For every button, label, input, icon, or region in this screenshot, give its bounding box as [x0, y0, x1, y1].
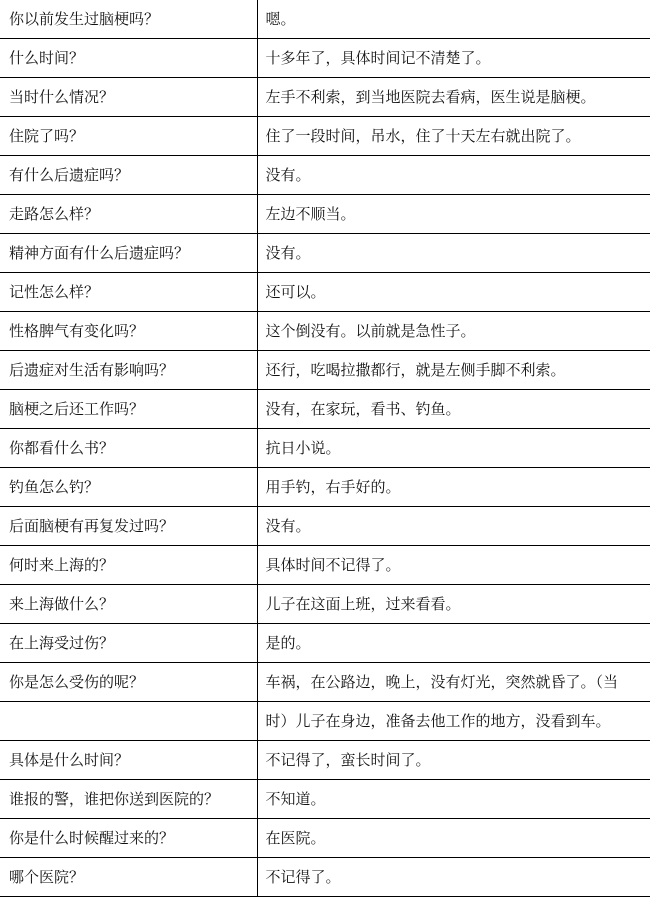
answer-cell: 嗯。	[257, 0, 650, 39]
table-row	[0, 39, 650, 78]
question-cell: 你以前发生过脑梗吗？	[0, 0, 257, 39]
table-row	[0, 585, 650, 624]
question-cell: 记性怎么样？	[0, 273, 257, 312]
table-row	[0, 507, 650, 546]
table-row	[0, 156, 650, 195]
question-cell: 性格脾气有变化吗？	[0, 312, 257, 351]
answer-cell: 左边不顺当。	[257, 195, 650, 234]
answer-cell: 没有。	[257, 507, 650, 546]
question-cell: 在上海受过伤？	[0, 624, 257, 663]
question-cell: 你是什么时候醒过来的？	[0, 819, 257, 858]
answer-cell: 十多年了，具体时间记不清楚了。	[257, 39, 650, 78]
answer-cell: 没有，在家玩，看书、钓鱼。	[257, 390, 650, 429]
answer-cell: 左手不利索，到当地医院去看病，医生说是脑梗。	[257, 78, 650, 117]
table-row	[0, 117, 650, 156]
answer-cell: 时）儿子在身边，准备去他工作的地方，没看到车。	[257, 702, 650, 741]
question-cell: 住院了吗？	[0, 117, 257, 156]
table-row	[0, 741, 650, 780]
question-cell: 谁报的警，谁把你送到医院的？	[0, 780, 257, 819]
answer-cell: 住了一段时间，吊水，住了十天左右就出院了。	[257, 117, 650, 156]
answer-cell: 没有。	[257, 156, 650, 195]
answer-cell: 不记得了。	[257, 858, 650, 897]
question-cell: 后面脑梗有再复发过吗？	[0, 507, 257, 546]
table-row	[0, 195, 650, 234]
table-row	[0, 468, 650, 507]
answer-cell: 是的。	[257, 624, 650, 663]
question-cell: 走路怎么样？	[0, 195, 257, 234]
answer-cell: 不知道。	[257, 780, 650, 819]
answer-cell: 没有。	[257, 234, 650, 273]
question-cell: 钓鱼怎么钓？	[0, 468, 257, 507]
question-cell: 精神方面有什么后遗症吗？	[0, 234, 257, 273]
question-cell: 哪个医院？	[0, 858, 257, 897]
table-row	[0, 234, 650, 273]
table-row	[0, 78, 650, 117]
question-cell: 何时来上海的？	[0, 546, 257, 585]
table-row	[0, 312, 650, 351]
answer-cell: 在医院。	[257, 819, 650, 858]
answer-cell: 具体时间不记得了。	[257, 546, 650, 585]
answer-cell: 车祸，在公路边，晚上，没有灯光，突然就昏了。（当	[257, 663, 650, 702]
table-row	[0, 546, 650, 585]
question-cell: 来上海做什么？	[0, 585, 257, 624]
question-cell: 有什么后遗症吗？	[0, 156, 257, 195]
question-cell: 你是怎么受伤的呢？	[0, 663, 257, 702]
answer-cell: 儿子在这面上班，过来看看。	[257, 585, 650, 624]
question-cell: 后遗症对生活有影响吗？	[0, 351, 257, 390]
answer-cell: 这个倒没有。以前就是急性子。	[257, 312, 650, 351]
table-row	[0, 0, 650, 39]
question-cell: 当时什么情况？	[0, 78, 257, 117]
question-cell: 脑梗之后还工作吗？	[0, 390, 257, 429]
answer-cell: 抗日小说。	[257, 429, 650, 468]
table-row	[0, 819, 650, 858]
table-row	[0, 390, 650, 429]
question-cell: 你都看什么书？	[0, 429, 257, 468]
table-row	[0, 663, 650, 702]
question-cell: 具体是什么时间？	[0, 741, 257, 780]
table-row	[0, 702, 650, 741]
question-cell	[0, 702, 257, 741]
table-row	[0, 273, 650, 312]
table-row	[0, 429, 650, 468]
table-row	[0, 858, 650, 897]
answer-cell: 还可以。	[257, 273, 650, 312]
answer-cell: 不记得了，蛮长时间了。	[257, 741, 650, 780]
answer-cell: 用手钓，右手好的。	[257, 468, 650, 507]
table-row	[0, 351, 650, 390]
answer-cell: 还行，吃喝拉撒都行，就是左侧手脚不利索。	[257, 351, 650, 390]
table-row	[0, 780, 650, 819]
table-row	[0, 624, 650, 663]
question-cell: 什么时间？	[0, 39, 257, 78]
